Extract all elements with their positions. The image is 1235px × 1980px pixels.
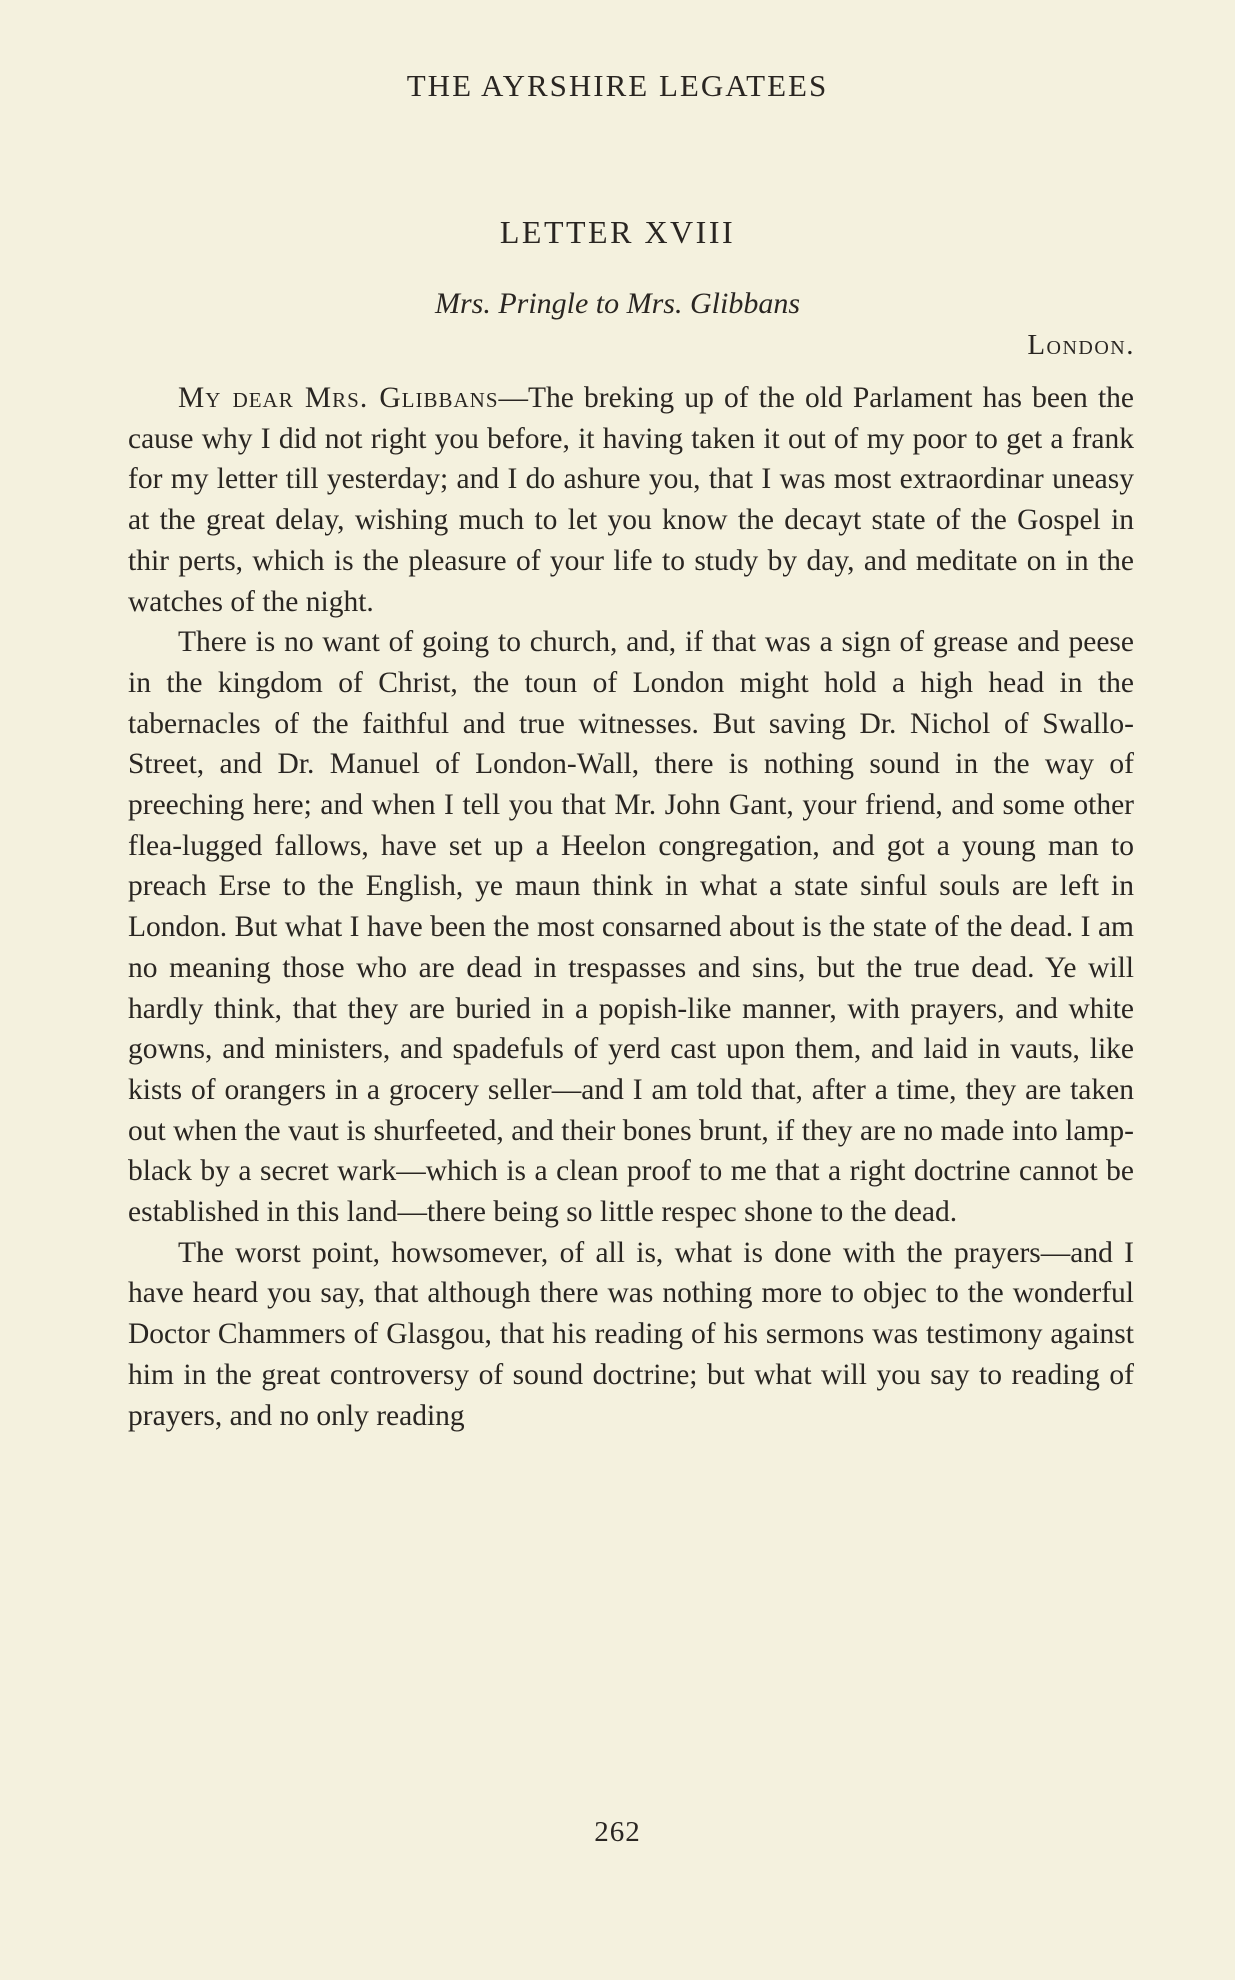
letter-subtitle: Mrs. Pringle to Mrs. Glibbans — [434, 287, 800, 320]
letter-body — [128, 378, 1134, 1436]
paragraph-1 — [128, 378, 1134, 622]
page-number: 262 — [594, 1816, 641, 1848]
paragraph-3: The worst point, howsomever, of all is, what is done with the prayers—and I have heard you say, that although there was nothing more to objec to the wonderful Doctor Chammers of Glasgou, that his reading of his sermons was testimony against him in the great controversy of sound doctrine; but what will you say to reading of prayers, and no only reading — [128, 1236, 1134, 1432]
paragraph-1-text: —The breking up of the old Parlament has been the cause why I did not right you before, it having taken it out of my poor to get a frank for my letter till yesterday; and I do ashure you, that I was most extraordinar uneasy at the great delay, wishing much to let you know the decayt state of the Gospel in thir perts, which is the pleasure of your life to study by day, and meditate on in the watches of the night. — [128, 382, 1134, 618]
paragraph-2: There is no want of going to church, and, if that was a sign of grease and peese in the kingdom of Christ, the toun of London might hold a high head in the tabernacles of the faithful and true witnesses. But saving Dr. Nichol of Swallo-Street, and Dr. Manuel of London-Wall, there is nothing sound in the way of preeching here; and when I tell you that Mr. John Gant, your friend, and some other flea-lugged fallows, have set up a Heelon congregation, and got a young man to preach Erse to the English, ye maun think in what a state sinful souls are left in London. But what I have been the most consarned about is the state of the dead. I am no meaning those who are dead in trespasses and sins, but the true dead. Ye will hardly think, that they are buried in a popish-like manner, with prayers, and white gowns, and ministers, and spadefuls of yerd cast upon them, and laid in vauts, like kists of orangers in a grocery seller—and I am told that, after a time, they are taken out when the vaut is shurfeeted, and their bones brunt, if they are no made into lamp-black by a secret wark—which is a clean proof to me that a right doctrine cannot be established in this land—there being so little respec shone to the dead. — [128, 626, 1134, 1229]
running-head: THE AYRSHIRE LEGATEES — [406, 68, 829, 103]
letter-title: LETTER XVIII — [499, 214, 736, 250]
letter-place: London. — [1027, 329, 1135, 361]
salutation: My dear Mrs. Glibbans — [178, 382, 499, 414]
